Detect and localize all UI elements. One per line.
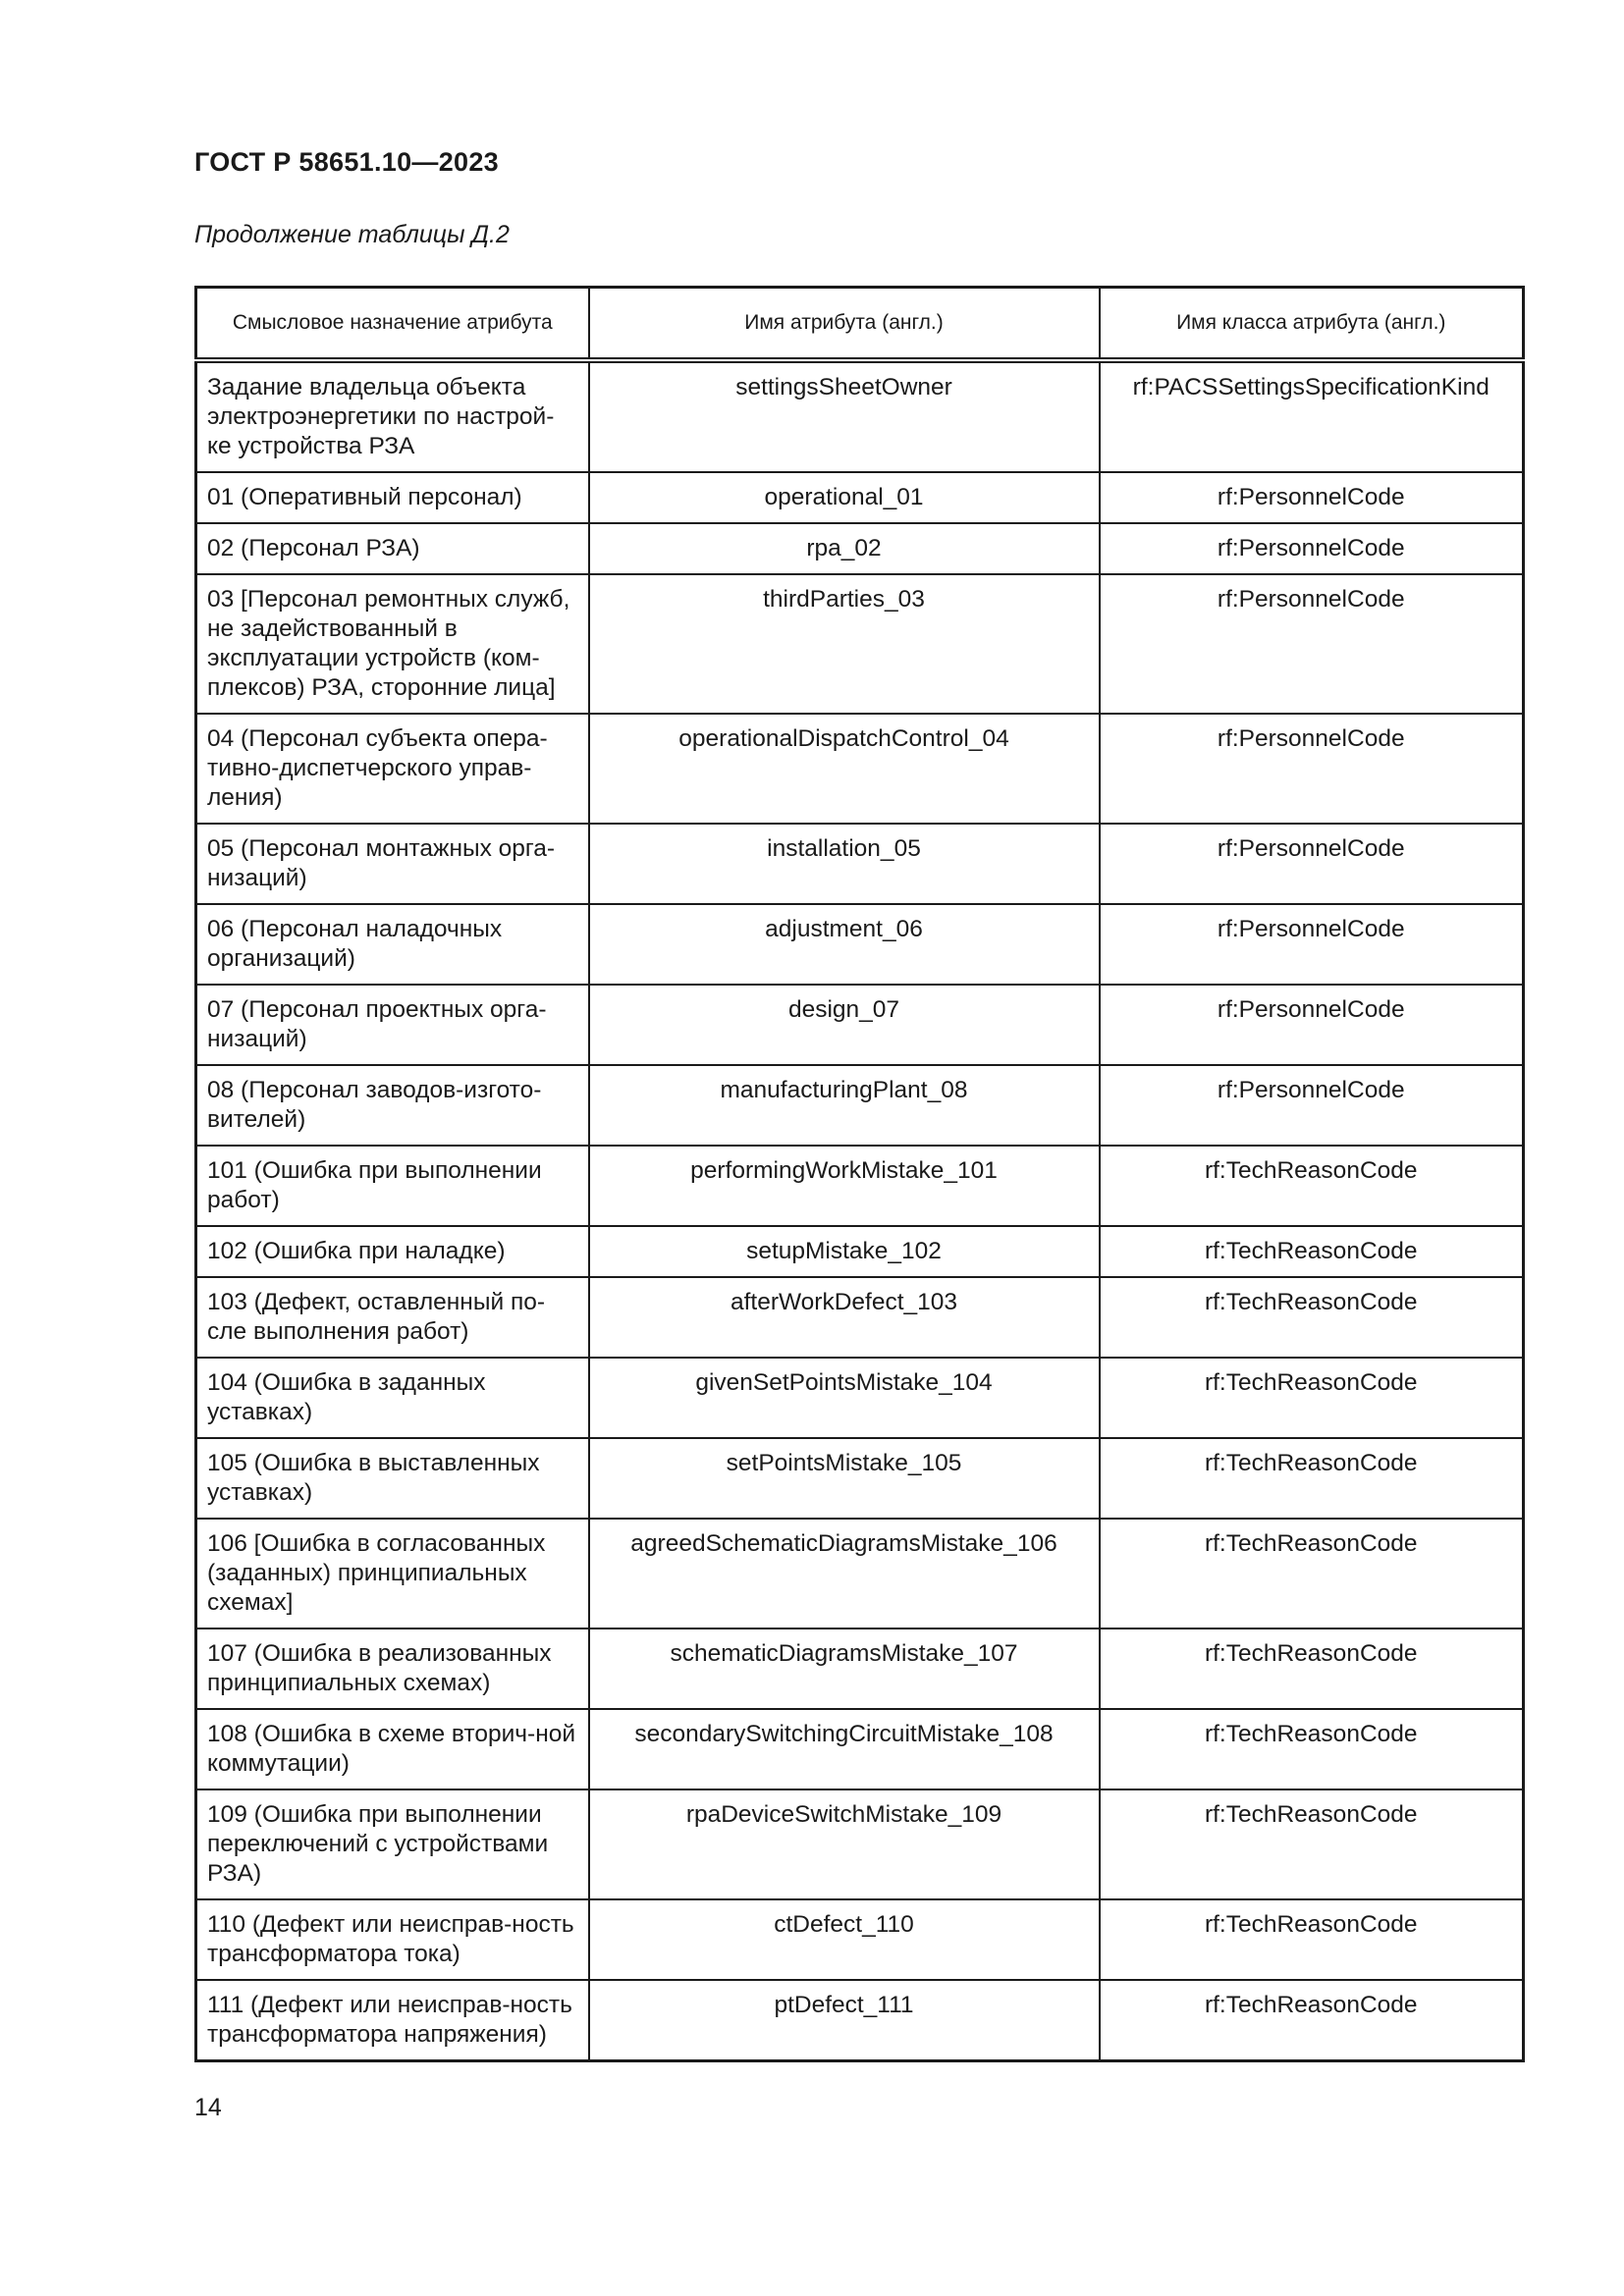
cell-attribute-class: rf:TechReasonCode (1100, 1277, 1524, 1358)
cell-meaning: 05 (Персонал монтажных орга-низаций) (196, 824, 589, 904)
table-row (196, 714, 1524, 824)
column-header-meaning: Смысловое назначение атрибута (196, 288, 589, 361)
table-row (196, 824, 1524, 904)
cell-attribute-name: design_07 (589, 985, 1100, 1065)
cell-meaning: 01 (Оперативный персонал) (196, 472, 589, 523)
document-code: ГОСТ Р 58651.10—2023 (194, 147, 499, 177)
attribute-table-container (194, 286, 1522, 2062)
cell-meaning: 109 (Ошибка при выполнении переключений с устройствами РЗА) (196, 1789, 589, 1899)
table-row (196, 1065, 1524, 1146)
cell-attribute-name: operational_01 (589, 472, 1100, 523)
cell-attribute-name: adjustment_06 (589, 904, 1100, 985)
cell-attribute-class: rf:PACSSettingsSpecificationKind (1100, 360, 1524, 472)
cell-attribute-class: rf:TechReasonCode (1100, 1226, 1524, 1277)
table-row (196, 1358, 1524, 1438)
cell-meaning: 102 (Ошибка при наладке) (196, 1226, 589, 1277)
cell-meaning: 110 (Дефект или неисправ-ность трансформатора тока) (196, 1899, 589, 1980)
table-row (196, 1709, 1524, 1789)
cell-meaning: 111 (Дефект или неисправ-ность трансформатора напряжения) (196, 1980, 589, 2061)
cell-attribute-name: thirdParties_03 (589, 574, 1100, 714)
cell-attribute-name: givenSetPointsMistake_104 (589, 1358, 1100, 1438)
table-row (196, 1980, 1524, 2061)
cell-meaning: 03 [Персонал ремонтных служб, не задействованный в эксплуатации устройств (ком-плексов) РЗА, сторонние лица] (196, 574, 589, 714)
cell-attribute-class: rf:PersonnelCode (1100, 824, 1524, 904)
cell-meaning: 101 (Ошибка при выполнении работ) (196, 1146, 589, 1226)
cell-attribute-class: rf:TechReasonCode (1100, 1709, 1524, 1789)
cell-attribute-class: rf:TechReasonCode (1100, 1789, 1524, 1899)
cell-meaning: 108 (Ошибка в схеме вторич-ной коммутации) (196, 1709, 589, 1789)
cell-attribute-class: rf:PersonnelCode (1100, 574, 1524, 714)
cell-attribute-name: afterWorkDefect_103 (589, 1277, 1100, 1358)
table-row (196, 360, 1524, 472)
cell-meaning: 04 (Персонал субъекта опера-тивно-диспетчерского управ-ления) (196, 714, 589, 824)
cell-meaning: 105 (Ошибка в выставленных уставках) (196, 1438, 589, 1519)
cell-meaning: 08 (Персонал заводов-изгото-вителей) (196, 1065, 589, 1146)
table-header-row (196, 288, 1524, 361)
cell-attribute-class: rf:PersonnelCode (1100, 1065, 1524, 1146)
cell-attribute-class: rf:PersonnelCode (1100, 985, 1524, 1065)
attribute-table (194, 286, 1525, 2062)
table-caption: Продолжение таблицы Д.2 (194, 221, 510, 248)
cell-meaning: 107 (Ошибка в реализованных принципиальных схемах) (196, 1629, 589, 1709)
column-header-attribute-class: Имя класса атрибута (англ.) (1100, 288, 1524, 361)
cell-attribute-class: rf:PersonnelCode (1100, 472, 1524, 523)
column-header-attribute-name: Имя атрибута (англ.) (589, 288, 1100, 361)
cell-meaning: 02 (Персонал РЗА) (196, 523, 589, 574)
cell-attribute-class: rf:TechReasonCode (1100, 1358, 1524, 1438)
table-row (196, 1789, 1524, 1899)
table-row (196, 1519, 1524, 1629)
cell-attribute-name: ctDefect_110 (589, 1899, 1100, 1980)
cell-attribute-class: rf:TechReasonCode (1100, 1146, 1524, 1226)
cell-attribute-name: installation_05 (589, 824, 1100, 904)
cell-attribute-name: operationalDispatchControl_04 (589, 714, 1100, 824)
table-row (196, 1146, 1524, 1226)
cell-meaning: 106 [Ошибка в согласованных (заданных) принципиальных схемах] (196, 1519, 589, 1629)
table-row (196, 574, 1524, 714)
cell-attribute-name: setPointsMistake_105 (589, 1438, 1100, 1519)
table-row (196, 1226, 1524, 1277)
cell-attribute-class: rf:TechReasonCode (1100, 1629, 1524, 1709)
table-row (196, 985, 1524, 1065)
table-row (196, 1629, 1524, 1709)
cell-attribute-class: rf:TechReasonCode (1100, 1980, 1524, 2061)
cell-meaning: 104 (Ошибка в заданных уставках) (196, 1358, 589, 1438)
table-row (196, 904, 1524, 985)
cell-attribute-name: settingsSheetOwner (589, 360, 1100, 472)
page-number: 14 (194, 2094, 222, 2121)
table-row (196, 523, 1524, 574)
table-row (196, 472, 1524, 523)
cell-meaning: 06 (Персонал наладочных организаций) (196, 904, 589, 985)
cell-attribute-name: secondarySwitchingCircuitMistake_108 (589, 1709, 1100, 1789)
cell-attribute-name: rpaDeviceSwitchMistake_109 (589, 1789, 1100, 1899)
table-body (196, 360, 1524, 2061)
cell-meaning: 07 (Персонал проектных орга-низаций) (196, 985, 589, 1065)
cell-meaning: 103 (Дефект, оставленный по-сле выполнения работ) (196, 1277, 589, 1358)
cell-attribute-name: schematicDiagramsMistake_107 (589, 1629, 1100, 1709)
table-row (196, 1899, 1524, 1980)
cell-attribute-name: manufacturingPlant_08 (589, 1065, 1100, 1146)
cell-attribute-class: rf:TechReasonCode (1100, 1438, 1524, 1519)
cell-attribute-class: rf:PersonnelCode (1100, 714, 1524, 824)
cell-attribute-class: rf:PersonnelCode (1100, 904, 1524, 985)
cell-attribute-name: agreedSchematicDiagramsMistake_106 (589, 1519, 1100, 1629)
cell-attribute-class: rf:TechReasonCode (1100, 1519, 1524, 1629)
cell-attribute-name: performingWorkMistake_101 (589, 1146, 1100, 1226)
cell-attribute-class: rf:TechReasonCode (1100, 1899, 1524, 1980)
table-row (196, 1438, 1524, 1519)
cell-attribute-name: rpa_02 (589, 523, 1100, 574)
table-row (196, 1277, 1524, 1358)
cell-attribute-class: rf:PersonnelCode (1100, 523, 1524, 574)
cell-meaning: Задание владельца объекта электроэнергетики по настрой-ке устройства РЗА (196, 360, 589, 472)
cell-attribute-name: ptDefect_111 (589, 1980, 1100, 2061)
cell-attribute-name: setupMistake_102 (589, 1226, 1100, 1277)
